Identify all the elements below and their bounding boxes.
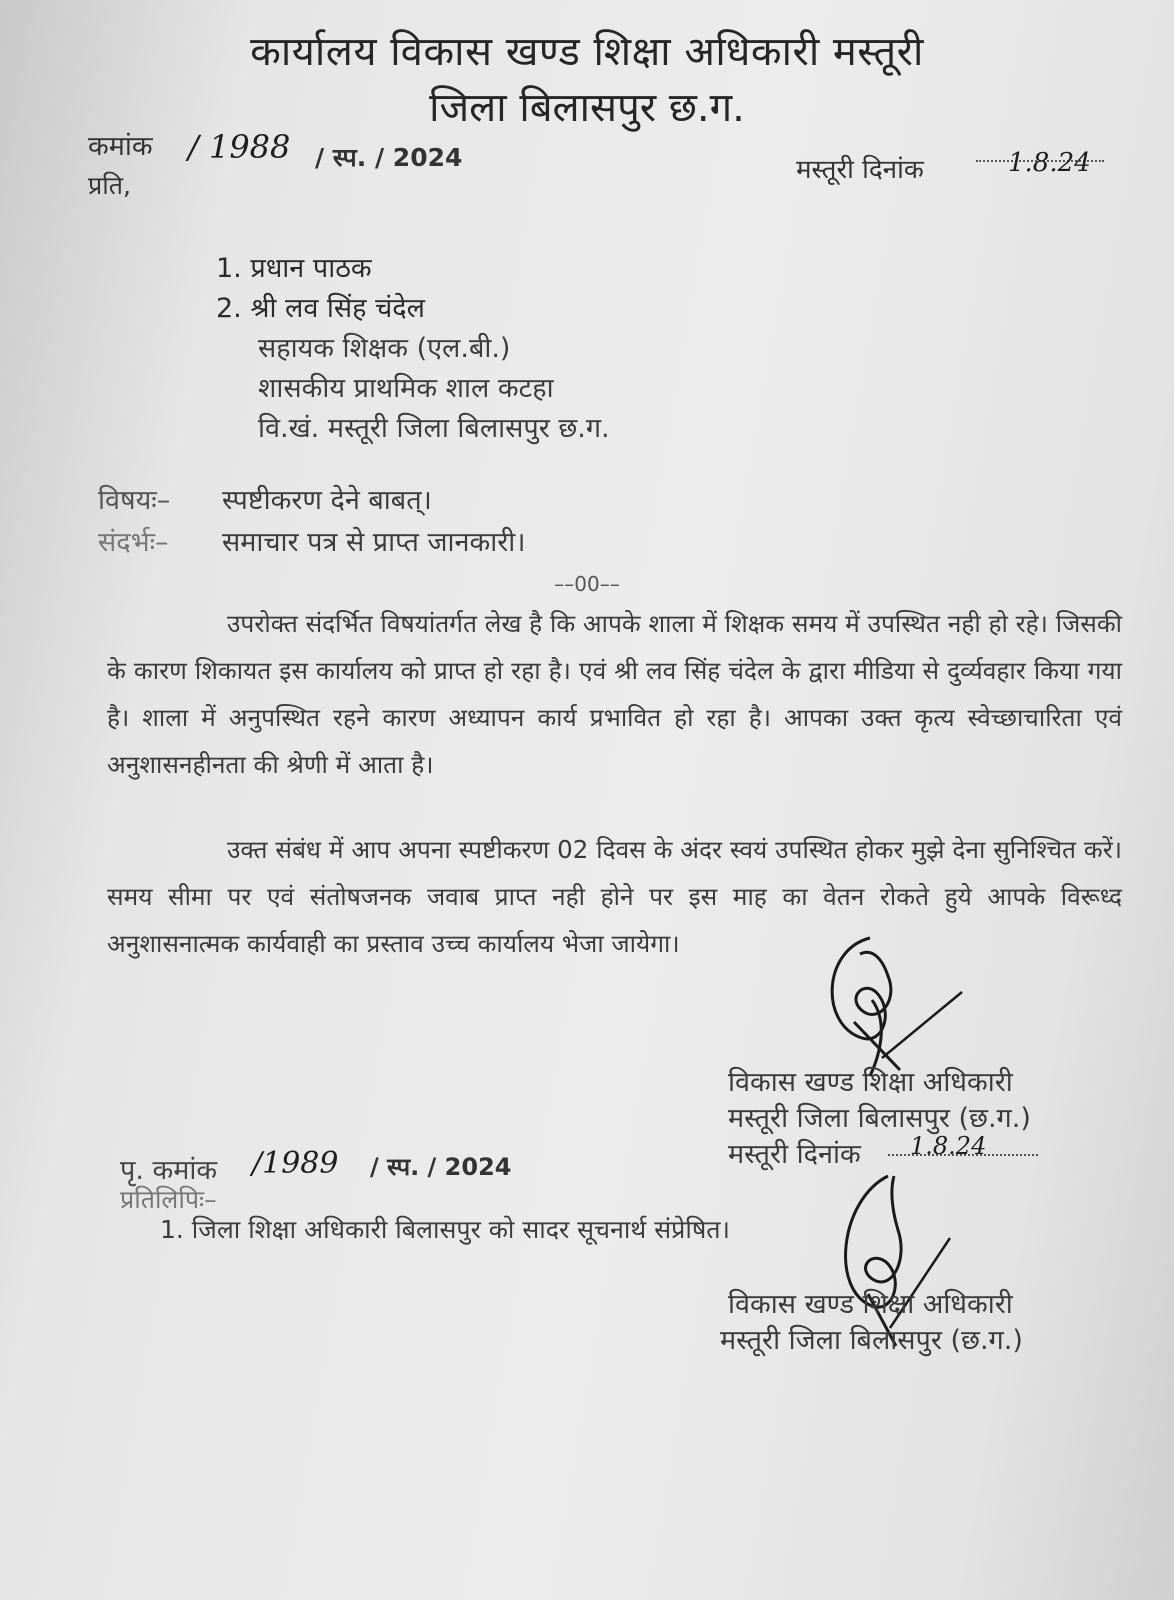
body-paragraph-2-text: उक्त संबंध में आप अपना स्पष्टीकरण 02 दिवस के अंदर स्वयं उपस्थित होकर मुझे देना सुनिश्चित करें। समय सीमा पर एवं संतोषजनक जवाब प्राप्त नही होने पर इस माह का वेतन रोकते हुये आपके विरूध्द अनुशासनात्मक कार्यवाही का प्रस्ताव उच्च कार्यालय भेजा जायेगा। bbox=[107, 835, 1122, 958]
subject-text: स्पष्टीकरण देने बाबत्। bbox=[222, 485, 432, 516]
signature-1-office: मस्तूरी जिला बिलासपुर (छ.ग.) bbox=[728, 1103, 1031, 1134]
recipient-2: 2. श्री लव सिंह चंदेल bbox=[216, 293, 425, 324]
copy-ref-label: पृ. कमांक bbox=[120, 1155, 218, 1186]
copy-ref-number: /1989 bbox=[252, 1146, 339, 1181]
district-heading: जिला बिलासपुर छ.ग. bbox=[429, 85, 745, 131]
address-line-3: वि.खं. मस्तूरी जिला बिलासपुर छ.ग. bbox=[258, 413, 610, 444]
prati-label: प्रति, bbox=[88, 171, 131, 200]
ref-label: कमांक bbox=[88, 131, 153, 162]
reference-label: संदर्भः– bbox=[98, 527, 169, 558]
signature-1-date-label: मस्तूरी दिनांक bbox=[728, 1139, 861, 1170]
address-line-1: सहायक शिक्षक (एल.बी.) bbox=[258, 333, 511, 364]
signature-2-title: विकास खण्ड शिक्षा अधिकारी bbox=[728, 1289, 1013, 1320]
copy-ref-suffix: / स्प. / 2024 bbox=[370, 1153, 512, 1181]
address-line-2: शासकीय प्राथमिक शाल कटहा bbox=[258, 373, 554, 404]
divider: ––00–– bbox=[554, 572, 620, 596]
signature-2-office: मस्तूरी जिला बिलासपुर (छ.ग.) bbox=[720, 1325, 1023, 1356]
subject-label: विषयः– bbox=[98, 485, 171, 516]
body-paragraph-1 bbox=[107, 600, 1122, 788]
ref-suffix: / स्प. / 2024 bbox=[315, 143, 463, 172]
letter-date: 1.8.24 bbox=[1008, 148, 1091, 178]
recipient-1: 1. प्रधान पाठक bbox=[216, 253, 372, 284]
signature-1-mark bbox=[812, 930, 972, 1080]
body-paragraph-1-text: उपरोक्त संदर्भित विषयांतर्गत लेख है कि आपके शाला में शिक्षक समय में उपस्थित नही हो रहे। जिसकी के कारण शिकायत इस कार्यालय को प्राप्त हो रहा है। एवं श्री लव सिंह चंदेल के द्वारा मीडिया से दुर्व्यवहार किया गया है। शाला में अनुपस्थित रहने कारण अध्यापन कार्य प्रभावित हो रहा है। आपका उक्त कृत्य स्वेच्छाचारिता एवं अनुशासनहीनता की श्रेणी में आता है। bbox=[107, 609, 1122, 779]
ref-number: / 1988 bbox=[188, 128, 291, 166]
reference-text: समाचार पत्र से प्राप्त जानकारी। bbox=[222, 527, 526, 558]
office-heading: कार्यालय विकास खण्ड शिक्षा अधिकारी मस्तूरी bbox=[250, 29, 924, 75]
signature-1-date: 1.8.24 bbox=[910, 1132, 987, 1160]
copy-item-1: 1. जिला शिक्षा अधिकारी बिलासपुर को सादर सूचनार्थ संप्रेषित। bbox=[160, 1215, 731, 1244]
copy-label: प्रतिलिपिः– bbox=[120, 1185, 217, 1214]
signature-1-title: विकास खण्ड शिक्षा अधिकारी bbox=[728, 1067, 1013, 1098]
place-date-label: मस्तूरी दिनांक bbox=[796, 155, 924, 185]
